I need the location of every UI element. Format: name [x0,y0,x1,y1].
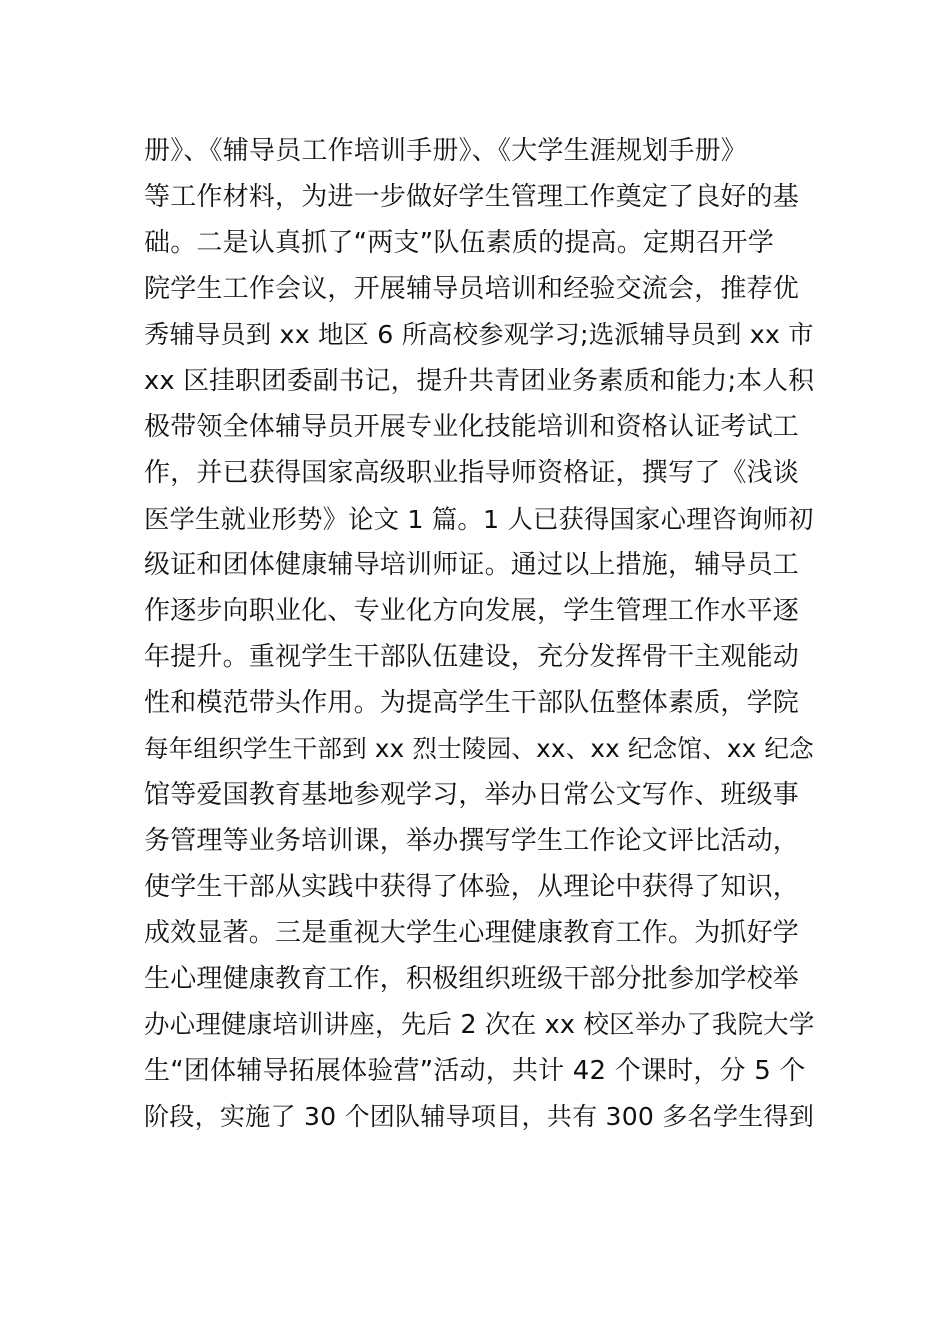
text-line: 础。二是认真抓了“两支”队伍素质的提高。定期召开学 [144,228,774,258]
text-line: 阶段，实施了 30 个团队辅导项目，共有 300 多名学生得到 [144,1102,814,1131]
text-line: 等工作材料，为进一步做好学生管理工作奠定了良好的基 [144,182,800,212]
text-line: xx 区挂职团委副书记，提升共青团业务素质和能力;本人积 [144,366,815,396]
text-line: 级证和团体健康辅导培训师证。通过以上措施，辅导员工 [144,550,800,580]
text-line: 极带领全体辅导员开展专业化技能培训和资格认证考试工 [144,412,800,442]
text-line: 秀辅导员到 xx 地区 6 所高校参观学习;选派辅导员到 xx 市 [144,320,814,349]
text-line: 医学生就业形势》论文 1 篇。1 人已获得国家心理咨询师初 [144,504,814,534]
text-line: 年提升。重视学生干部队伍建设，充分发挥骨干主观能动 [144,642,800,672]
body-text [144,128,814,1140]
text-line: 成效显著。三是重视大学生心理健康教育工作。为抓好学 [144,918,800,948]
text-line: 馆等爱国教育基地参观学习，举办日常公文写作、班级事 [144,780,800,810]
text-line: 务管理等业务培训课，举办撰写学生工作论文评比活动， [144,826,800,856]
text-line: 办心理健康培训讲座，先后 2 次在 xx 校区举办了我院大学 [144,1010,815,1040]
text-line: 使学生干部从实践中获得了体验，从理论中获得了知识， [144,872,800,902]
text-line: 性和模范带头作用。为提高学生干部队伍整体素质，学院 [144,688,800,718]
text-line: 每年组织学生干部到 xx 烈士陵园、xx、xx 纪念馆、xx 纪念 [144,734,814,763]
text-line: 院学生工作会议，开展辅导员培训和经验交流会，推荐优 [144,274,800,304]
text-line: 生“团体辅导拓展体验营”活动，共计 42 个课时，分 5 个 [144,1056,806,1086]
text-line: 生心理健康教育工作，积极组织班级干部分批参加学校举 [144,964,800,994]
text-line: 作逐步向职业化、专业化方向发展，学生管理工作水平逐 [144,596,800,626]
text-line: 册》、《辅导员工作培训手册》、《大学生涯规划手册》 [144,136,748,166]
text-line: 作，并已获得国家高级职业指导师资格证，撰写了《浅谈 [144,458,800,488]
